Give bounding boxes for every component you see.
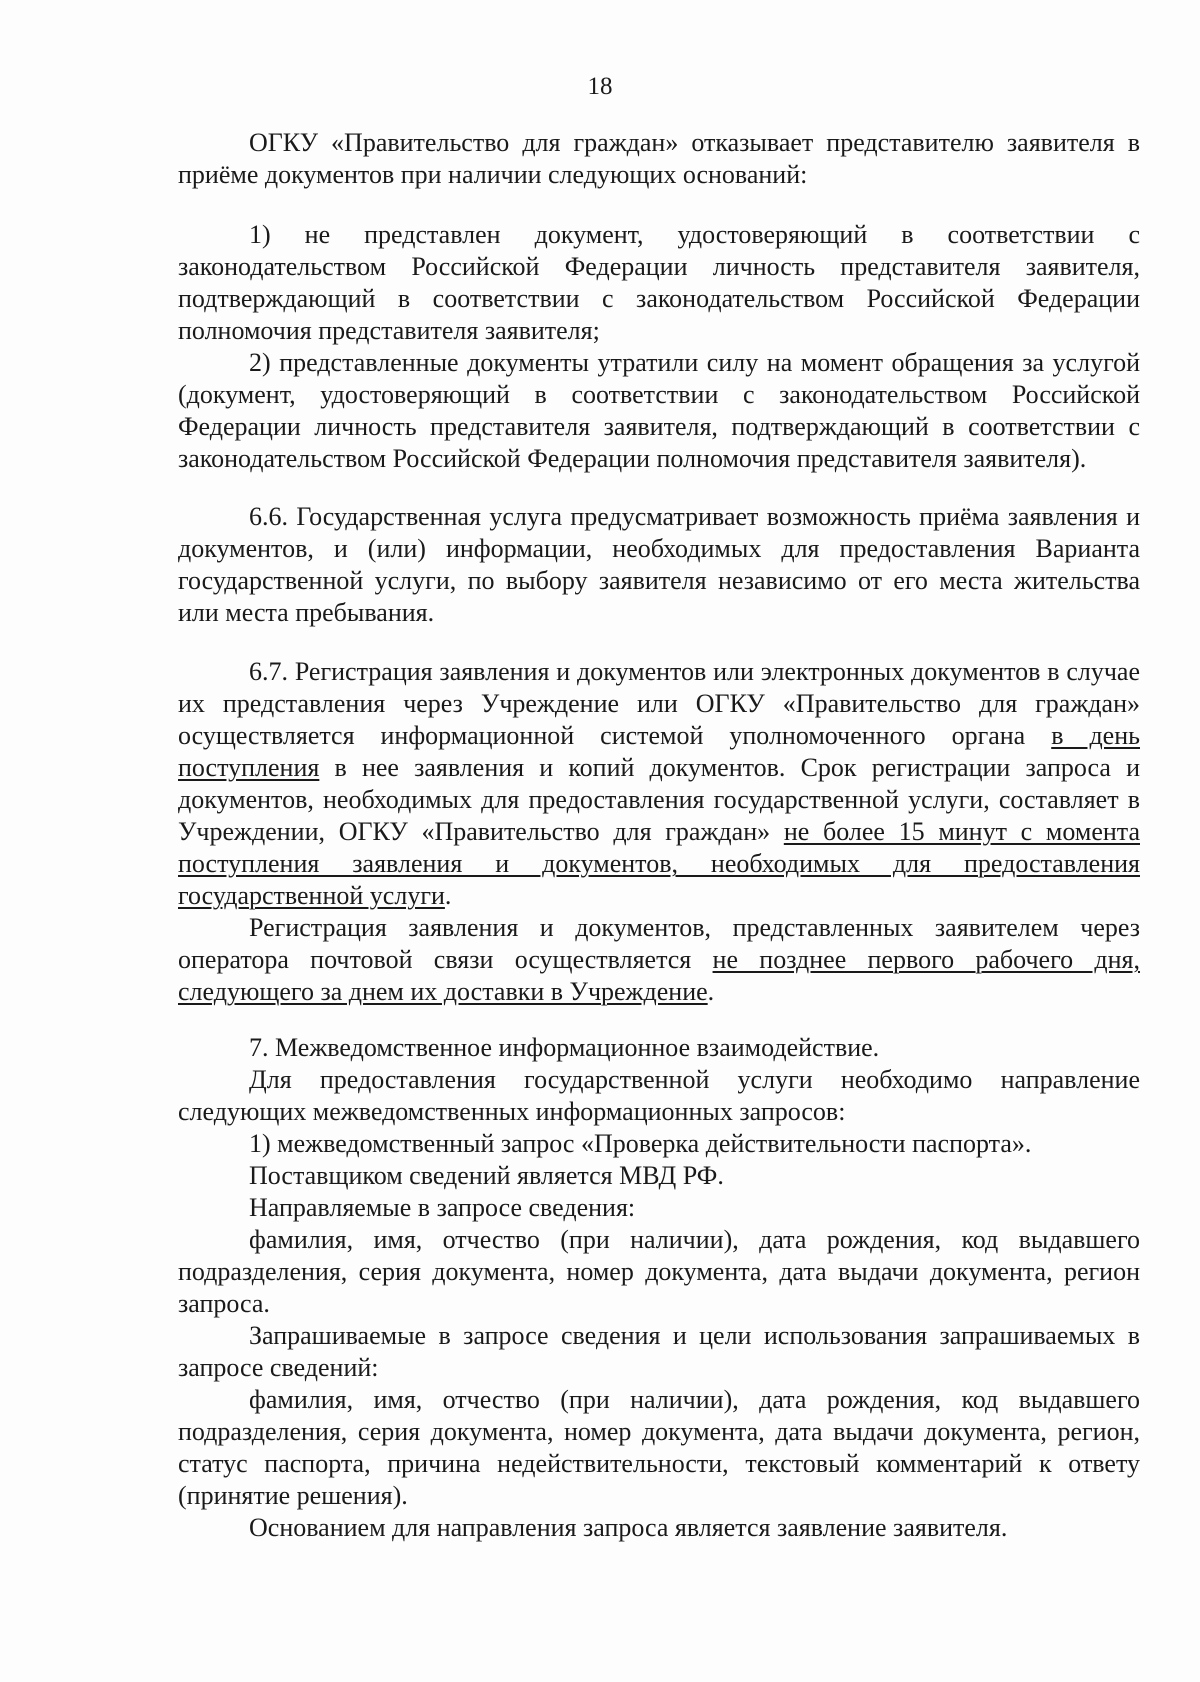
document-body: [178, 127, 1140, 1544]
text-run: Регистрация заявления и документов, представленных заявителем через оператора почтовой связи осуществляется: [178, 913, 1140, 974]
paragraph-requested-data: фамилия, имя, отчество (при наличии), дата рождения, код выдавшего подразделения, серия документа, номер документа, дата выдачи документа, регион, статус паспорта, причина недействительности, текстовый комментарий к ответу (принятие решения).: [178, 1385, 1140, 1510]
section-7-heading: 7. Межведомственное информационное взаимодействие.: [249, 1033, 880, 1062]
paragraph-refusal-intro: ОГКУ «Правительство для граждан» отказывает представителю заявителя в приёме документов при наличии следующих оснований:: [178, 128, 1140, 189]
underlined-phrase: не более 15 минут с момента поступления заявления и документов, необходимых для предоставления государственной услуги: [178, 817, 1140, 910]
page-number: 18: [587, 73, 613, 100]
paragraph-postal-registration: [178, 912, 1140, 1008]
text-run: .: [707, 977, 715, 1006]
paragraph-requested-data-heading: Запрашиваемые в запросе сведения и цели использования запрашиваемых в запросе сведений:: [178, 1321, 1140, 1382]
paragraph-interagency-requests: Для предоставления государственной услуги необходимо направление следующих межведомственных информационных запросов:: [178, 1065, 1140, 1126]
text-run: .: [444, 881, 452, 910]
paragraph-sent-data-heading: Направляемые в запросе сведения:: [249, 1193, 636, 1222]
text-run: в нее заявления и копий документов. Срок регистрации запроса и документов, необходимых для предоставления государственной услуги, составляет в Учреждении, ОГКУ «Правительство для граждан»: [178, 753, 1140, 846]
paragraph-provider: Поставщиком сведений является МВД РФ.: [249, 1161, 724, 1190]
paragraph-sent-data: фамилия, имя, отчество (при наличии), дата рождения, код выдавшего подразделения, серия документа, номер документа, дата выдачи документа, регион запроса.: [178, 1225, 1140, 1318]
underlined-phrase: в день поступления: [178, 721, 1140, 782]
paragraph-6-7: [178, 656, 1140, 912]
paragraph-request-basis: Основанием для направления запроса является заявление заявителя.: [249, 1513, 1008, 1542]
paragraph-refusal-item-2: 2) представленные документы утратили силу на момент обращения за услугой (документ, удостоверяющий в соответствии с законодательством Российской Федерации личность представителя заявителя, подтверждающий в соответствии с законодательством Российской Федерации полномочия представителя заявителя).: [178, 348, 1140, 473]
paragraph-request-1: 1) межведомственный запрос «Проверка действительности паспорта».: [249, 1129, 1032, 1158]
text-run: 6.7. Регистрация заявления и документов или электронных документов в случае их представления через Учреждение или ОГКУ «Правительство для граждан» осуществляется информационной системой уполномоченного органа: [178, 657, 1140, 750]
paragraph-6-6: 6.6. Государственная услуга предусматривает возможность приёма заявления и документов, и (или) информации, необходимых для предоставления Варианта государственной услуги, по выбору заявителя независимо от его места жительства или места пребывания.: [178, 502, 1140, 627]
underlined-phrase: не позднее первого рабочего дня, следующего за днем их доставки в Учреждение: [178, 945, 1140, 1006]
paragraph-refusal-item-1: 1) не представлен документ, удостоверяющий в соответствии с законодательством Российской Федерации личность представителя заявителя, подтверждающий в соответствии с законодательством Российской Федерации полномочия представителя заявителя;: [178, 220, 1140, 345]
